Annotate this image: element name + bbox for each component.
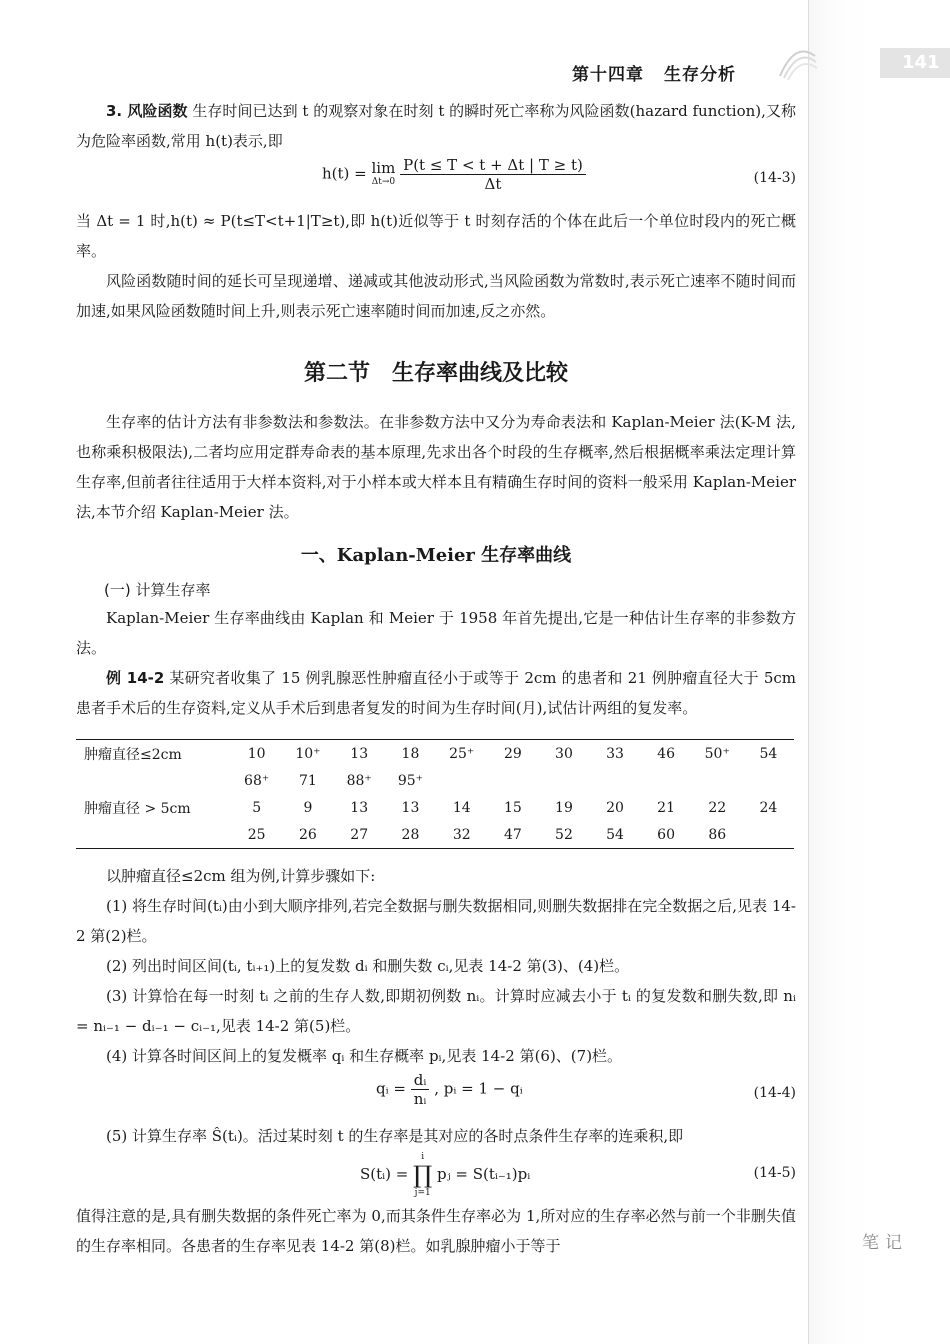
- table-cell: 50⁺: [704, 746, 730, 762]
- example-paragraph: [76, 663, 796, 723]
- table-cell: 19: [555, 800, 573, 816]
- page-header: [0, 0, 950, 100]
- table-cell: 13: [350, 746, 369, 762]
- margin-line: [808, 0, 809, 1344]
- table-cell: 9: [303, 800, 313, 816]
- table-cell: 20: [606, 800, 624, 816]
- table-cell: 15: [503, 800, 522, 816]
- formula-numerator: dᵢ: [411, 1071, 430, 1090]
- formula-numerator: P(t ≤ T < t + Δt | T ≥ t): [400, 156, 586, 175]
- steps-lead: 以肿瘤直径≤2cm 组为例,计算步骤如下:: [106, 867, 376, 885]
- table-cell: 86: [708, 827, 727, 843]
- chapter-title: [572, 60, 736, 85]
- table-cell: 25: [247, 827, 266, 843]
- table-cell: 22: [708, 800, 727, 816]
- hazard-label: 3. 风险函数: [106, 102, 188, 120]
- margin-strip: [808, 0, 950, 1344]
- step-3: (3) 计算恰在每一时刻 tᵢ 之前的生存人数,即期初例数 nᵢ。计算时应减去小于 tᵢ 的复发数和删失数,即 nᵢ = nᵢ₋₁ − dᵢ₋₁ − cᵢ₋₁,见表 14-2 第(5)栏。: [76, 987, 796, 1035]
- table-cell: 13: [401, 800, 420, 816]
- example-text: 某研究者收集了 15 例乳腺恶性肿瘤直径小于或等于 2cm 的患者和 21 例肿瘤直径大于 5cm 患者手术后的生存资料,定义从手术后到患者复发的时间为生存时间(月),试估计两组的复发率。: [76, 669, 796, 717]
- section-intro: 生存率的估计方法有非参数法和参数法。在非参数方法中又分为寿命表法和 Kaplan-Meier 法(K-M 法,也称乘积极限法),二者均应用定群寿命表的基本原理,先求出各个时段的生存概率,然后根据概率乘法定理计算生存率,但前者往往适用于大样本资料,对于小样本或大样本且有精确生存时间的资料一般采用 Kaplan-Meier 法,本节介绍 Kaplan-Meier 法。: [76, 413, 796, 521]
- table-cell: 27: [350, 827, 369, 843]
- table-row: [76, 740, 794, 769]
- product-operator: i ∏ j=1: [413, 1152, 433, 1198]
- sub-subsection-title: (一) 计算生存率: [104, 581, 211, 599]
- group-label: 肿瘤直径≤2cm: [84, 747, 182, 763]
- table-cell: 33: [606, 746, 624, 762]
- page-content: [76, 96, 796, 1261]
- table-cell: 5: [252, 800, 262, 816]
- decorative-swirl-icon: [770, 36, 820, 86]
- hazard-formula: [322, 156, 586, 193]
- table-cell: 14: [452, 800, 471, 816]
- chapter-number: 第十四章: [572, 65, 644, 85]
- table-cell: 46: [657, 746, 675, 762]
- formula-rhs: pⱼ = S(tᵢ₋₁)pᵢ: [437, 1165, 531, 1183]
- km-intro: Kaplan-Meier 生存率曲线由 Kaplan 和 Meier 于 1958 年首先提出,它是一种估计生存率的非参数方法。: [76, 609, 796, 657]
- table-row: [76, 822, 794, 849]
- table-cell: 29: [503, 746, 522, 762]
- group-label: 肿瘤直径 > 5cm: [84, 801, 191, 817]
- table-cell: 52: [555, 827, 573, 843]
- table-cell: 21: [657, 800, 675, 816]
- formula-fraction: [411, 1071, 430, 1108]
- formula-p: , pᵢ = 1 − qᵢ: [434, 1079, 523, 1098]
- hazard-definition: 生存时间已达到 t 的观察对象在时刻 t 的瞬时死亡率称为风险函数(hazard function),又称为危险率函数,常用 h(t)表示,即: [76, 102, 796, 150]
- survival-data-table: [76, 739, 794, 849]
- table-cell: 13: [350, 800, 369, 816]
- limit-operator: lim Δt→0: [371, 158, 396, 187]
- table-cell: 60: [657, 827, 675, 843]
- table-cell: 95⁺: [397, 773, 424, 789]
- example-label: 例 14-2: [106, 669, 165, 687]
- table-row: [76, 794, 794, 822]
- table-cell: 10: [247, 746, 266, 762]
- table-cell: 54: [606, 827, 624, 843]
- hazard-approx-paragraph: 当 Δt = 1 时,h(t) ≈ P(t≤T<t+1|T≥t),即 h(t)近似等于 t 时刻存活的个体在此后一个单位时段内的死亡概率。: [76, 212, 796, 260]
- table-cell: 25⁺: [449, 746, 475, 762]
- formula-lhs: S(tᵢ) =: [360, 1165, 414, 1183]
- table-cell: 88⁺: [346, 773, 372, 789]
- step-4: (4) 计算各时间区间上的复发概率 qᵢ 和生存概率 pᵢ,见表 14-2 第(6)、(7)栏。: [106, 1047, 623, 1065]
- formula-fraction: [400, 156, 586, 193]
- equation-number: (14-5): [753, 1165, 796, 1181]
- table-cell: 24: [759, 800, 778, 816]
- hazard-trend-paragraph: 风险函数随时间的延长可呈现递增、递减或其他波动形式,当风险函数为常数时,表示死亡速率不随时间而加速,如果风险函数随时间上升,则表示死亡速率随时间而加速,反之亦然。: [76, 272, 796, 320]
- table-cell: 28: [401, 827, 420, 843]
- table-cell: 32: [452, 827, 471, 843]
- chapter-name: 生存分析: [664, 65, 736, 85]
- formula-q: qᵢ =: [376, 1079, 411, 1098]
- equation-number: (14-3): [753, 170, 796, 186]
- closing-paragraph: 值得注意的是,具有删失数据的条件死亡率为 0,而其条件生存率必为 1,所对应的生存率必然与前一个非删失值的生存率相同。各患者的生存率见表 14-2 第(8)栏。如乳腺肿瘤小于等于: [76, 1207, 796, 1255]
- table-cell: 47: [503, 827, 522, 843]
- formula-14-5: [76, 1151, 796, 1201]
- step-1: (1) 将生存时间(tᵢ)由小到大顺序排列,若完全数据与删失数据相同,则删失数据排在完全数据之后,见表 14-2 第(2)栏。: [76, 897, 796, 945]
- table-cell: 71: [299, 773, 317, 789]
- table-cell: 26: [299, 827, 317, 843]
- subsection-title: 一、Kaplan-Meier 生存率曲线: [300, 545, 572, 566]
- table-cell: 54: [759, 746, 778, 762]
- equation-number: (14-4): [753, 1085, 796, 1101]
- product-limit-formula: [360, 1151, 530, 1199]
- table-cell: 18: [401, 746, 420, 762]
- formula-14-3: [76, 156, 796, 206]
- table-cell: 10⁺: [295, 746, 321, 762]
- table-row: [76, 768, 794, 794]
- page-number: 141: [880, 48, 950, 78]
- formula-lhs: h(t) =: [322, 164, 372, 183]
- formula-14-4: [76, 1071, 796, 1121]
- probability-formula: [376, 1071, 523, 1108]
- formula-denominator: Δt: [484, 175, 502, 193]
- step-2: (2) 列出时间区间(tᵢ, tᵢ₊₁)上的复发数 dᵢ 和删失数 cᵢ,见表 14-2 第(3)、(4)栏。: [106, 957, 630, 975]
- hazard-paragraph: [76, 96, 796, 156]
- step-5: (5) 计算生存率 Ŝ(tᵢ)。活过某时刻 t 的生存率是其对应的各时点条件生存率的连乘积,即: [106, 1127, 684, 1145]
- table-cell: 30: [555, 746, 573, 762]
- formula-denominator: nᵢ: [413, 1090, 427, 1108]
- table-cell: 68⁺: [244, 773, 270, 789]
- section-title: 第二节 生存率曲线及比较: [303, 361, 568, 386]
- margin-note-label: 笔记: [862, 1233, 908, 1253]
